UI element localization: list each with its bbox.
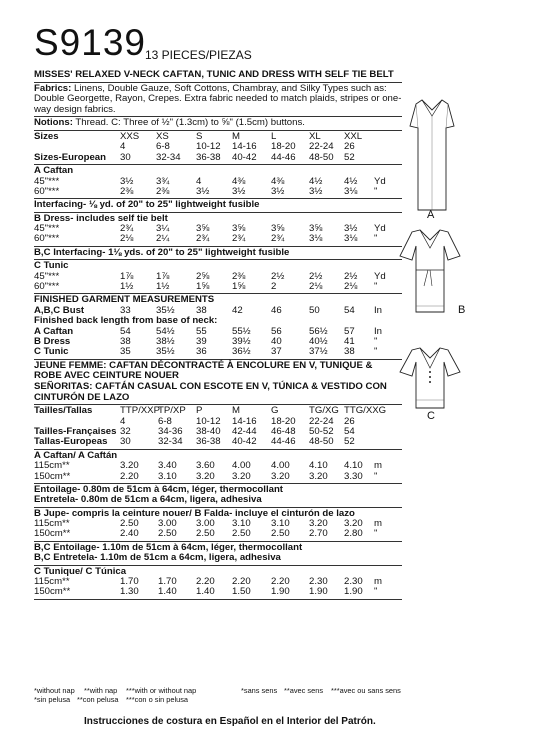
table-row xyxy=(34,234,402,244)
table-cell: 32 xyxy=(120,425,131,437)
table-row xyxy=(34,406,402,416)
table-cell: 4 xyxy=(120,141,126,153)
table-cell: 4 xyxy=(196,175,202,187)
table-cell: 2⅝ xyxy=(196,270,210,282)
table-cell: TTP/XXP xyxy=(120,405,160,417)
figure-label-a: A xyxy=(427,209,435,221)
table-cell: 2½ xyxy=(271,270,285,282)
row-label: Tailles/Tallas xyxy=(34,405,93,417)
table-cell: 1⅝ xyxy=(196,281,210,293)
table-cell: 18-20 xyxy=(271,141,296,153)
table-cell: 3½ xyxy=(309,185,323,197)
table-cell: 22-24 xyxy=(309,141,334,153)
table-cell: 52 xyxy=(344,436,355,448)
table-cell: " xyxy=(374,528,378,540)
table-cell: 46 xyxy=(271,304,282,316)
footnote: **avec sens xyxy=(284,686,324,695)
table-cell: 1½ xyxy=(120,281,134,293)
table-cell: 36-38 xyxy=(196,436,221,448)
table-cell: 6-8 xyxy=(158,415,172,427)
table-row xyxy=(34,347,402,357)
table-cell: 1⅞ xyxy=(156,270,170,282)
table-cell: 4.10 xyxy=(309,460,328,472)
table-cell: 56 xyxy=(271,325,282,337)
french-title: JEUNE FEMME: CAFTAN DÉCONTRACTÉ À ENCOLURE EN V, TUNIQUE & ROBE AVEC CEINTURE NOUER xyxy=(34,359,373,382)
table-cell: 56½ xyxy=(309,325,328,337)
table-cell: 3⅛ xyxy=(309,233,323,245)
table-cell: 4½ xyxy=(344,175,358,187)
table-cell: 38 xyxy=(196,304,207,316)
table-cell: TP/XP xyxy=(158,405,186,417)
table-cell: 2 xyxy=(271,281,277,293)
table-cell: 52 xyxy=(344,151,355,163)
table-cell: 3.10 xyxy=(232,518,251,530)
table-cell: 50 xyxy=(309,304,320,316)
table-cell: 6-8 xyxy=(156,141,170,153)
table-cell: m xyxy=(374,576,382,588)
tunic-illustration xyxy=(398,346,462,410)
dress-illustration xyxy=(398,228,462,314)
table-cell: 1.30 xyxy=(120,586,139,598)
row-label: Tallas-Europeas xyxy=(34,436,108,448)
table-cell: 37 xyxy=(271,346,282,358)
table-row xyxy=(34,282,402,292)
table-cell: 55½ xyxy=(232,325,251,337)
row-label: C Tunic xyxy=(34,346,69,358)
table-cell: 38½ xyxy=(156,336,175,347)
fabrics-paragraph xyxy=(34,84,402,116)
table-cell: 38-40 xyxy=(196,425,221,437)
pattern-number: S9139 xyxy=(34,22,146,63)
table-row xyxy=(34,200,402,210)
table-cell: 3⅛ xyxy=(344,185,358,197)
table-cell: 3.10 xyxy=(271,518,290,530)
table-cell: 3.00 xyxy=(196,518,215,530)
footnote: *without nap xyxy=(34,686,75,695)
row-label: FINISHED GARMENT MEASUREMENTS xyxy=(34,294,215,306)
table-cell: 54 xyxy=(344,304,355,316)
table-cell: 57 xyxy=(344,325,355,337)
table-cell: " xyxy=(374,281,378,293)
table-cell: 2⅜ xyxy=(232,270,246,282)
row-label: 150cm** xyxy=(34,470,71,482)
table-cell: 33 xyxy=(120,304,131,316)
table-cell: 3.20 xyxy=(232,470,251,482)
caftan-illustration xyxy=(408,98,456,213)
row-label: Entoilage- 0.80m de 51cm à 64cm, léger, thermocollant xyxy=(34,483,284,495)
table-cell: 2.50 xyxy=(232,528,251,540)
metric-yardage-table xyxy=(34,406,402,600)
table-cell: 40-42 xyxy=(232,151,257,163)
table-cell: " xyxy=(374,233,378,245)
table-cell: 2⅜ xyxy=(120,185,134,197)
table-cell: 2.70 xyxy=(309,528,328,540)
table-row xyxy=(34,472,402,482)
table-cell: 40½ xyxy=(309,336,328,347)
row-label: Finished back length from base of neck: xyxy=(34,315,218,327)
table-cell: " xyxy=(374,470,378,482)
row-label: B Jupe- compris la ceinture nouer/ B Falda- incluye el cinturón de lazo xyxy=(34,507,355,519)
row-label: B Dress- includes self tie belt xyxy=(34,212,168,224)
row-label: Interfacing- ⅛ yd. of 20" to 25" lightweight fusible xyxy=(34,199,260,211)
table-cell: 48-50 xyxy=(309,151,334,163)
table-cell: 22-24 xyxy=(309,415,334,427)
table-cell: Yd xyxy=(374,223,386,235)
table-cell: " xyxy=(374,336,378,347)
table-cell: 48-50 xyxy=(309,436,334,448)
table-cell: 26 xyxy=(344,141,355,153)
table-cell: 1.70 xyxy=(158,576,177,588)
table-cell: 2.20 xyxy=(271,576,290,588)
table-cell: XL xyxy=(309,130,321,142)
table-cell: 2.20 xyxy=(196,576,215,588)
table-cell: 3½ xyxy=(232,185,246,197)
table-cell: 3.20 xyxy=(196,470,215,482)
row-label: 115cm** xyxy=(34,576,70,588)
table-cell: 4⅜ xyxy=(271,175,285,187)
footnote: ***con o sin pelusa xyxy=(126,695,189,704)
table-cell: 3¼ xyxy=(156,223,170,235)
footnote: ***with or without nap xyxy=(126,686,197,695)
table-cell: 2¾ xyxy=(271,233,285,245)
notions-text: Thread. C: Three of ½" (1.3cm) to ⅝" (1.5cm) buttons. xyxy=(72,117,305,129)
table-cell: 14-16 xyxy=(232,415,257,427)
table-row xyxy=(34,495,402,505)
table-cell: P xyxy=(196,405,203,417)
notions-label: Notions: xyxy=(34,117,73,129)
table-cell: 4 xyxy=(120,415,126,427)
table-cell: 42-44 xyxy=(232,425,257,437)
piece-count: 13 PIECES/PIEZAS xyxy=(145,48,252,62)
table-cell: 30 xyxy=(120,151,131,163)
table-cell: 2.30 xyxy=(344,576,363,588)
table-cell: 35½ xyxy=(156,346,175,358)
table-cell: 44-46 xyxy=(271,151,296,163)
table-cell: 2¼ xyxy=(156,233,170,245)
table-cell: 46-48 xyxy=(271,425,296,437)
table-cell: 2½ xyxy=(344,270,358,282)
table-cell: 2.50 xyxy=(196,528,215,540)
row-label: B,C Entoilage- 1.10m de 51cm à 64cm, léger, thermocollant xyxy=(34,541,303,553)
table-cell: 3.20 xyxy=(309,470,328,482)
table-cell: 3.20 xyxy=(120,460,139,472)
table-row xyxy=(34,587,402,597)
english-yardage-table xyxy=(34,132,402,360)
row-label: 60"*** xyxy=(34,233,60,245)
table-cell: 26 xyxy=(344,415,355,427)
row-label: B,C Interfacing- 1⅛ yds. of 20" to 25" lightweight fusible xyxy=(34,246,290,258)
row-label: C Tunic xyxy=(34,260,69,272)
row-label: A Caftan xyxy=(34,165,74,177)
spanish-title: SEÑORITAS: CAFTÁN CASUAL CON ESCOTE EN V, TÚNICA & VESTIDO CON CINTURÓN DE LAZO xyxy=(34,380,387,403)
table-cell: 54½ xyxy=(156,325,175,337)
table-cell: 40 xyxy=(271,336,282,347)
row-label: 60"*** xyxy=(34,185,60,197)
row-label: 150cm** xyxy=(34,586,71,598)
row-label: Sizes-European xyxy=(34,151,106,163)
table-cell: TG/XG xyxy=(309,405,339,417)
table-cell: 4⅜ xyxy=(232,175,246,187)
table-cell: 3.60 xyxy=(196,460,215,472)
row-label: 150cm** xyxy=(34,528,71,540)
table-cell: XXS xyxy=(120,130,140,142)
table-cell: 3⅝ xyxy=(271,223,285,235)
row-label: C Tunique/ C Túnica xyxy=(34,565,127,577)
row-label: 115cm** xyxy=(34,460,70,472)
table-cell: " xyxy=(374,346,378,358)
row-label: A,B,C Bust xyxy=(34,304,85,316)
row-label: 60"*** xyxy=(34,281,60,293)
table-cell: M xyxy=(232,130,240,142)
table-row xyxy=(34,153,402,163)
table-cell: 3.00 xyxy=(158,518,177,530)
table-cell: 3.20 xyxy=(344,518,363,530)
table-cell: 2.20 xyxy=(232,576,251,588)
table-cell: TTG/XXG xyxy=(344,405,387,417)
table-cell: 4.00 xyxy=(271,460,290,472)
divider xyxy=(34,259,402,260)
table-row xyxy=(34,461,402,471)
table-cell: 54 xyxy=(344,425,355,437)
footnotes xyxy=(34,686,414,706)
table-row xyxy=(34,553,402,563)
table-cell: 2.20 xyxy=(120,470,139,482)
table-cell: 40-42 xyxy=(232,436,257,448)
table-cell: 42 xyxy=(232,304,243,316)
table-cell: Yd xyxy=(374,175,386,187)
table-cell: 2.80 xyxy=(344,528,363,540)
table-cell: 32-34 xyxy=(158,436,183,448)
table-cell: 2⅜ xyxy=(156,185,170,197)
table-cell: 3⅝ xyxy=(196,223,210,235)
table-cell: 3½ xyxy=(271,185,285,197)
table-cell: 3.40 xyxy=(158,460,177,472)
table-cell: 3⅝ xyxy=(232,223,246,235)
figure-label-b: B xyxy=(458,304,466,316)
table-cell: 32-34 xyxy=(156,151,181,163)
table-cell: 2.50 xyxy=(271,528,290,540)
figure-label-c: C xyxy=(427,410,435,422)
table-cell: 1½ xyxy=(156,281,170,293)
table-cell: 35 xyxy=(120,346,131,358)
table-cell: 2¾ xyxy=(196,233,210,245)
table-row xyxy=(34,437,402,447)
table-cell: 1.90 xyxy=(271,586,290,598)
table-cell: L xyxy=(271,130,277,142)
table-cell: In xyxy=(374,304,383,316)
pattern-title: MISSES' RELAXED V-NECK CAFTAN, TUNIC AND DRESS WITH SELF TIE BELT xyxy=(34,69,394,80)
row-label: Entretela- 0.80m de 51cm a 64cm, ligera, adhesiva xyxy=(34,494,262,506)
footnote: **with nap xyxy=(84,686,118,695)
table-cell: 36-38 xyxy=(196,151,221,163)
footnote: *sin pelusa xyxy=(34,695,71,704)
table-cell: XS xyxy=(156,130,169,142)
table-cell: 3½ xyxy=(196,185,210,197)
row-label: 45"*** xyxy=(34,223,60,235)
main-content xyxy=(34,70,402,601)
table-cell: 1⅝ xyxy=(232,281,246,293)
footnote: *sans sens xyxy=(241,686,278,695)
table-cell: 2.30 xyxy=(309,576,328,588)
table-cell: 18-20 xyxy=(271,415,296,427)
row-label: Tailles-Françaises xyxy=(34,425,117,437)
table-cell: 35½ xyxy=(156,304,175,316)
table-cell: " xyxy=(374,586,378,598)
table-cell: 3.10 xyxy=(158,470,177,482)
table-cell: 2.50 xyxy=(120,518,139,530)
footnote: ***avec ou sans sens xyxy=(331,686,401,695)
table-cell: 3.20 xyxy=(271,470,290,482)
footnote: **con pelusa xyxy=(77,695,119,704)
table-cell: 2.50 xyxy=(158,528,177,540)
table-cell: 10-12 xyxy=(196,415,221,427)
table-cell: " xyxy=(374,185,378,197)
table-cell: 38 xyxy=(344,346,355,358)
table-row xyxy=(34,529,402,539)
table-cell: 37½ xyxy=(309,346,328,358)
table-cell: m xyxy=(374,518,382,530)
table-cell: 2⅛ xyxy=(120,233,134,245)
table-cell: 38 xyxy=(120,336,131,347)
table-cell: 39½ xyxy=(232,336,251,347)
table-cell: 3.20 xyxy=(309,518,328,530)
divider xyxy=(34,164,402,165)
row-label: Sizes xyxy=(34,130,59,142)
table-cell: 34-36 xyxy=(158,425,183,437)
table-cell: S xyxy=(196,130,203,142)
table-cell: XXL xyxy=(344,130,363,142)
table-cell: 36 xyxy=(196,346,207,358)
table-row xyxy=(34,187,402,197)
table-cell: 39 xyxy=(196,336,207,347)
row-label: B Dress xyxy=(34,336,71,347)
table-cell: 2.40 xyxy=(120,528,139,540)
table-cell: 41 xyxy=(344,336,355,347)
table-cell: Yd xyxy=(374,270,386,282)
table-cell: 1.50 xyxy=(232,586,251,598)
table-cell: 2⅛ xyxy=(344,281,358,293)
table-cell: 2¾ xyxy=(120,223,134,235)
table-cell: 4.00 xyxy=(232,460,251,472)
table-cell: 55 xyxy=(196,325,207,337)
table-row xyxy=(34,166,402,176)
fabrics-label: Fabrics: xyxy=(34,82,72,94)
table-cell: 1.90 xyxy=(309,586,328,598)
table-cell: M xyxy=(232,405,240,417)
table-cell: 3½ xyxy=(120,175,134,187)
row-label: A Caftan/ A Caftán xyxy=(34,449,118,461)
table-cell: 3½ xyxy=(344,223,358,235)
table-cell: 54 xyxy=(120,325,131,337)
table-cell: In xyxy=(374,325,383,337)
table-row xyxy=(34,248,402,258)
table-cell: 44-46 xyxy=(271,436,296,448)
table-cell: 3.30 xyxy=(344,470,363,482)
table-cell: 3⅛ xyxy=(344,233,358,245)
table-cell: 3⅝ xyxy=(309,223,323,235)
table-cell: 1.90 xyxy=(344,586,363,598)
row-label: 45"*** xyxy=(34,175,60,187)
notions-paragraph xyxy=(34,118,402,129)
table-cell: 14-16 xyxy=(232,141,257,153)
row-label: A Caftan xyxy=(34,325,74,337)
table-cell: 2¾ xyxy=(232,233,246,245)
table-cell: 2⅛ xyxy=(309,281,323,293)
table-cell: 3¾ xyxy=(156,175,170,187)
table-cell: 2½ xyxy=(309,270,323,282)
table-cell: 1.40 xyxy=(196,586,215,598)
table-cell: 1.70 xyxy=(120,576,139,588)
table-cell: 10-12 xyxy=(196,141,221,153)
row-label: B,C Entretela- 1.10m de 51cm a 64cm, ligera, adhesiva xyxy=(34,552,281,564)
table-cell: 50-52 xyxy=(309,425,334,437)
table-cell: 1.40 xyxy=(158,586,177,598)
table-cell: 4½ xyxy=(309,175,323,187)
fabrics-text: Linens, Double Gauze, Soft Cottons, Chambray, and Silky Types such as: Double Georgette, Rayon, Crepes. Extra fabric needed to match plaids, stripes or one-way design fabrics. xyxy=(34,82,402,115)
table-cell: 30 xyxy=(120,436,131,448)
table-cell: 36½ xyxy=(232,346,251,358)
row-label: 115cm** xyxy=(34,518,70,530)
table-cell: 4.10 xyxy=(344,460,363,472)
divider xyxy=(34,599,402,600)
row-label: 45"*** xyxy=(34,270,60,282)
spanish-instructions-note: Instrucciones de costura en Español en el Interior del Patrón. xyxy=(84,716,376,727)
table-cell: 1⅞ xyxy=(120,270,134,282)
table-cell: G xyxy=(271,405,279,417)
table-cell: m xyxy=(374,460,382,472)
